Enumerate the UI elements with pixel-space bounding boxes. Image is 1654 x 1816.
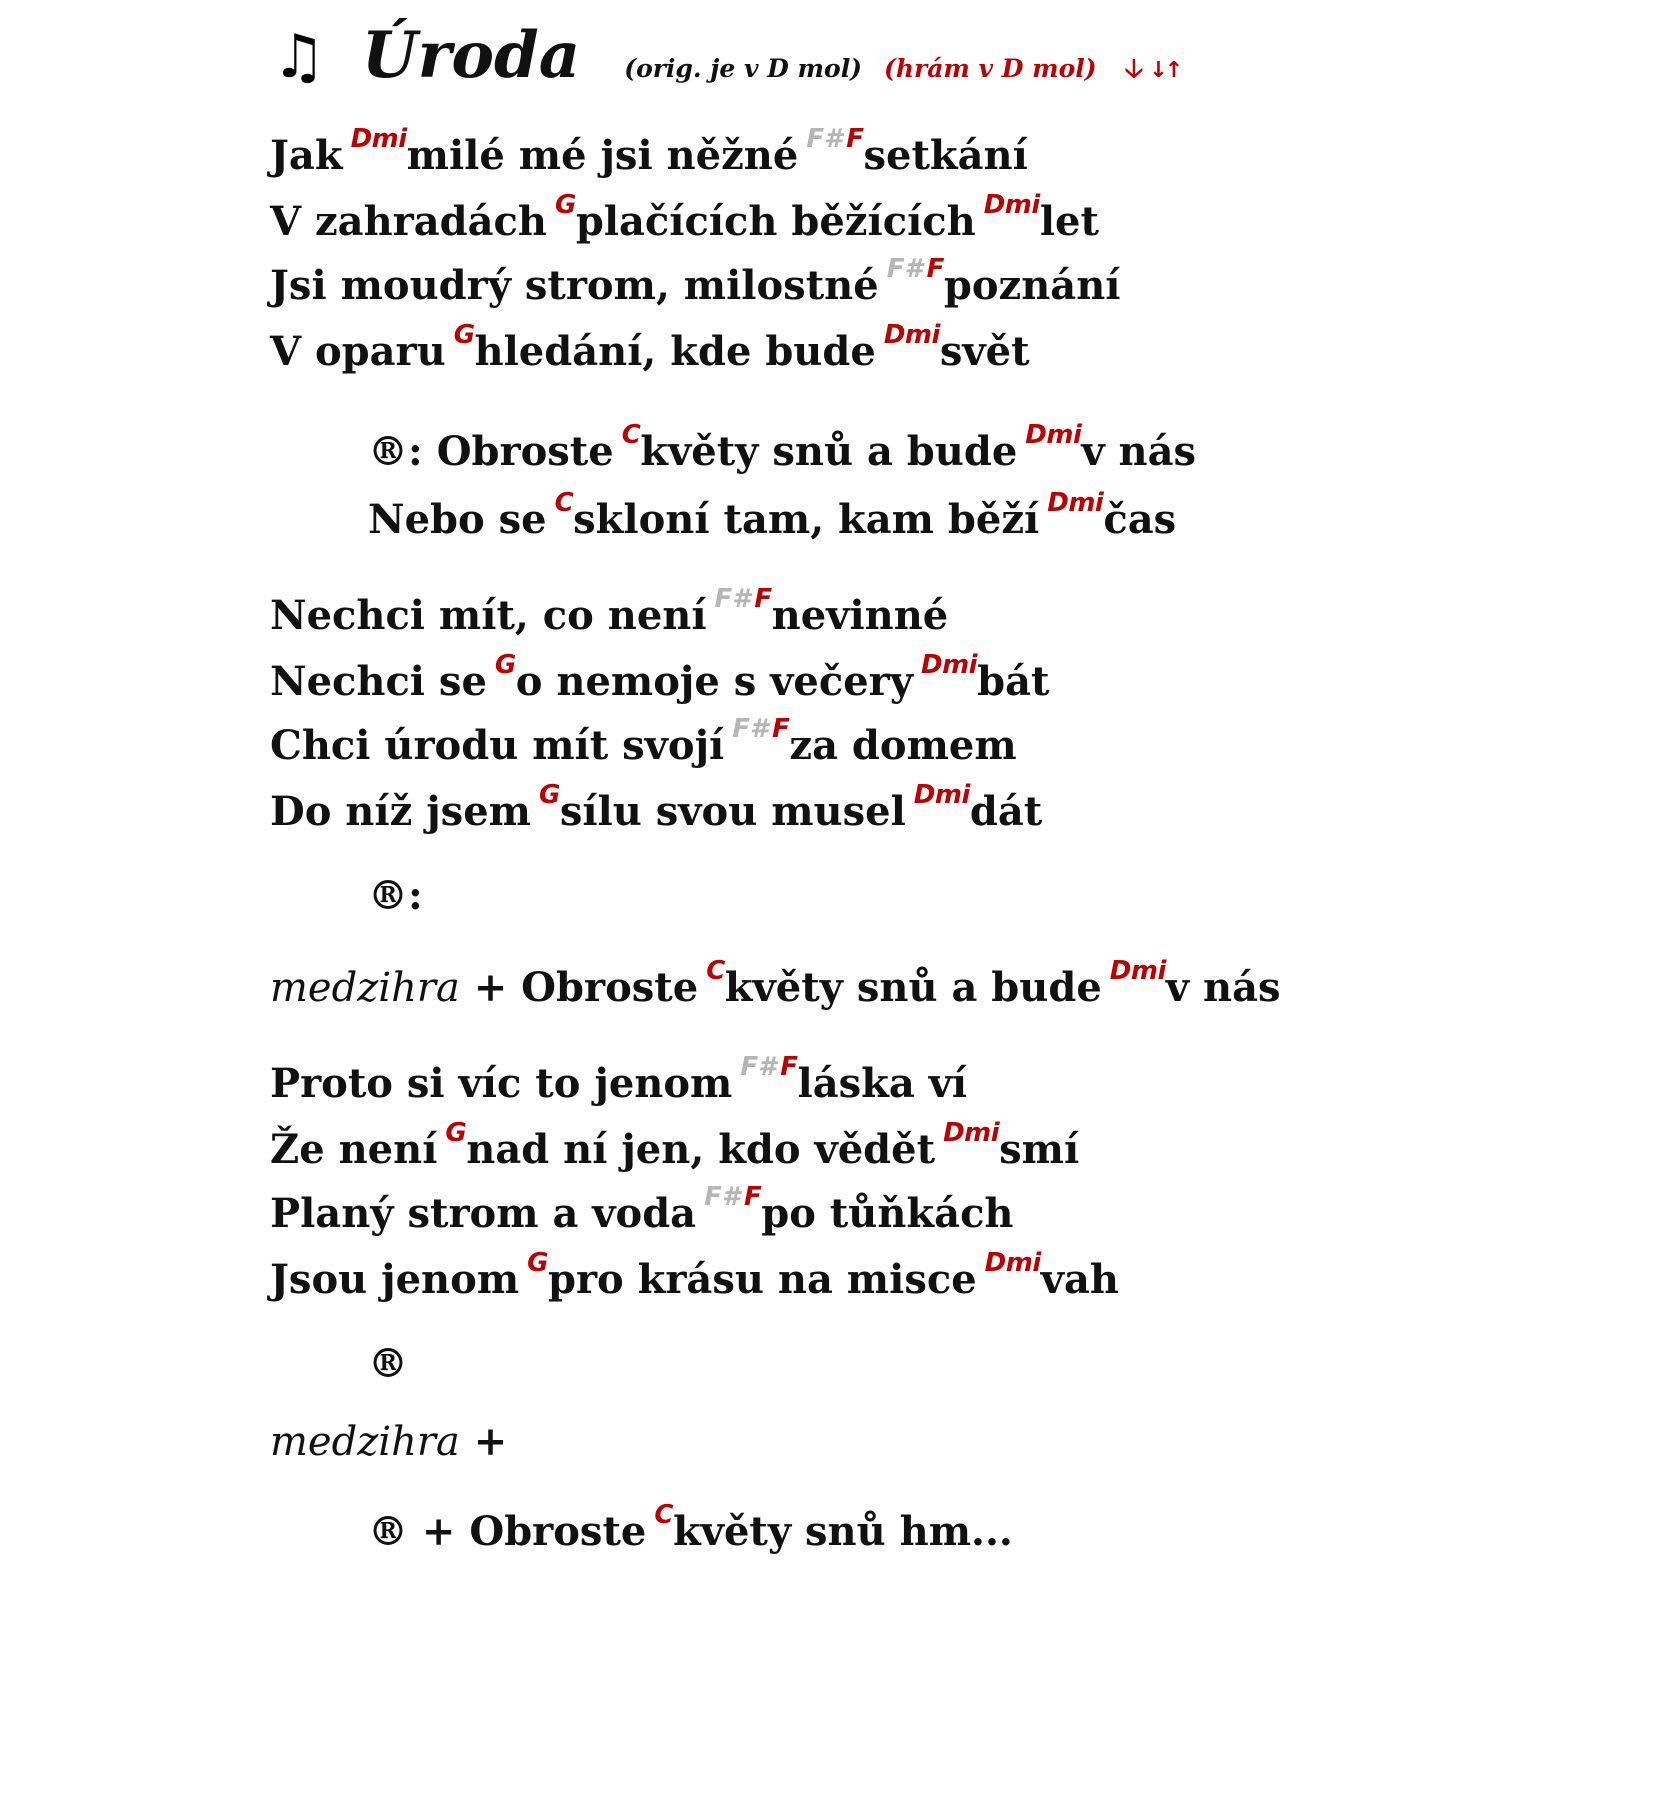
- lyric-text: ®: Obroste: [368, 428, 614, 475]
- chord-label: G: [538, 780, 560, 810]
- lyric-line-5: [270, 584, 949, 639]
- lyric-text: smí: [999, 1126, 1080, 1173]
- interlude-line-2: [270, 1418, 508, 1465]
- lyric-line-1: [270, 124, 1028, 179]
- chord-label: G: [445, 1118, 467, 1148]
- lyric-text: Chci úrodu mít svojí: [270, 722, 725, 769]
- lyric-text: Jsi moudrý strom, milostné: [270, 262, 879, 309]
- lyric-text: Nechci mít, co není: [270, 592, 707, 639]
- chord-label: Dmi: [913, 780, 970, 810]
- lyric-text: milé mé jsi něžné: [406, 132, 799, 179]
- song-header: [272, 18, 1186, 98]
- lyric-text: Jak: [270, 132, 343, 179]
- song-title: Úroda: [361, 18, 581, 93]
- refrain-marker-2: [368, 1340, 408, 1387]
- alt-chord-label: F#: [806, 124, 843, 154]
- chord-label: Dmi: [1109, 956, 1166, 986]
- chord-label: G: [527, 1248, 548, 1278]
- original-key: (orig. je v D mol): [624, 54, 863, 83]
- lyric-line-8: [270, 780, 1043, 835]
- chord-label: Dmi: [921, 650, 978, 680]
- interlude-label: medzihra: [270, 1419, 460, 1465]
- lyric-text: V zahradách: [270, 198, 547, 245]
- lyric-text: čas: [1103, 496, 1177, 543]
- chord-label: Dmi: [1047, 488, 1104, 518]
- lyric-text: V oparu: [270, 328, 446, 375]
- chord-label: Dmi: [350, 124, 407, 154]
- chord-label: F: [780, 1052, 798, 1082]
- lyric-text: pro krásu na misce: [547, 1256, 977, 1303]
- lyric-line-10: [270, 1118, 1080, 1173]
- lyric-text: nad ní jen, kdo vědět: [466, 1126, 936, 1173]
- lyric-line-6: [270, 650, 1050, 705]
- lyric-text: poznání: [943, 262, 1121, 309]
- chord-label: Dmi: [984, 1248, 1041, 1278]
- lyric-text: +: [459, 1418, 508, 1465]
- transpose-up-down-arrows-icon[interactable]: ↓↑: [1149, 58, 1181, 83]
- lyric-text: láska ví: [797, 1060, 968, 1107]
- lyric-text: sílu svou musel: [559, 788, 906, 835]
- chord-label: C: [554, 488, 574, 518]
- lyric-text: ® + Obroste: [368, 1508, 647, 1555]
- lyric-text: bát: [977, 658, 1050, 705]
- lyric-text: hledání, kde bude: [474, 328, 876, 375]
- refrain-line-1: [368, 420, 1197, 475]
- lyric-text: Nechci se: [270, 658, 487, 705]
- lyric-text: Do níž jsem: [270, 788, 531, 835]
- lyric-text: květy snů a bude: [724, 964, 1102, 1011]
- alt-chord-label: F#: [714, 584, 751, 614]
- chord-label: F: [926, 254, 944, 284]
- lyric-text: let: [1039, 198, 1099, 245]
- chord-label: C: [706, 956, 725, 986]
- chord-label: G: [494, 650, 516, 680]
- lyric-text: Že není: [270, 1126, 438, 1173]
- lyric-line-9: [270, 1052, 968, 1107]
- lyric-line-3: [270, 254, 1121, 309]
- lyric-line-7: [270, 714, 1017, 769]
- lyric-text: nevinné: [771, 592, 949, 639]
- lyric-text: dát: [969, 788, 1043, 835]
- lyric-text: Planý strom a voda: [270, 1190, 697, 1237]
- interlude-line-1: [270, 956, 1281, 1011]
- lyric-text: Nebo se: [368, 496, 547, 543]
- lyric-text: ®:: [368, 872, 423, 919]
- chord-label: G: [453, 320, 475, 350]
- chord-label: C: [621, 420, 641, 450]
- chord-label: Dmi: [983, 190, 1040, 220]
- chord-label: G: [555, 190, 576, 220]
- interlude-label: medzihra: [270, 965, 460, 1011]
- lyric-line-12: [270, 1248, 1119, 1303]
- alt-chord-label: F#: [704, 1182, 740, 1212]
- final-refrain-line: [368, 1500, 1013, 1555]
- lyric-text: za domem: [789, 722, 1017, 769]
- chord-label: F: [743, 1182, 762, 1212]
- lyric-line-11: [270, 1182, 1014, 1237]
- refrain-line-2: [368, 488, 1177, 543]
- lyric-line-4: [270, 320, 1030, 375]
- chord-label: Dmi: [1025, 420, 1082, 450]
- lyric-text: vah: [1040, 1256, 1119, 1303]
- lyric-text: v nás: [1081, 428, 1197, 475]
- lyric-text: + Obroste: [459, 964, 699, 1011]
- lyric-text: svět: [939, 328, 1030, 375]
- chord-label: F: [754, 584, 772, 614]
- lyric-text: plačících běžících: [575, 198, 976, 245]
- alt-chord-label: F#: [886, 254, 923, 284]
- lyric-text: v nás: [1165, 964, 1281, 1011]
- lyric-text: skloní tam, kam běží: [573, 496, 1040, 543]
- chord-label: C: [654, 1500, 673, 1530]
- chord-label: Dmi: [943, 1118, 1000, 1148]
- lyric-text: o nemoje s večery: [515, 658, 913, 705]
- lyric-line-2: [270, 190, 1099, 245]
- chord-label: F: [846, 124, 864, 154]
- alt-chord-label: F#: [740, 1052, 777, 1082]
- lyric-text: ®: [368, 1340, 408, 1387]
- transpose-down-arrow-icon[interactable]: 🡣: [1124, 54, 1144, 84]
- lyric-text: po tůňkách: [761, 1190, 1014, 1237]
- lyric-text: Jsou jenom: [270, 1256, 520, 1303]
- alt-chord-label: F#: [732, 714, 769, 744]
- chord-label: Dmi: [883, 320, 940, 350]
- music-note-icon: ♫: [272, 22, 326, 92]
- lyric-text: květy snů hm...: [672, 1508, 1013, 1555]
- playing-key: (hrám v D mol): [884, 54, 1097, 83]
- refrain-marker-1: [368, 872, 423, 919]
- lyric-text: Proto si víc to jenom: [270, 1060, 733, 1107]
- lyric-text: květy snů a bude: [640, 428, 1018, 475]
- lyric-text: setkání: [863, 132, 1028, 179]
- chord-label: F: [772, 714, 790, 744]
